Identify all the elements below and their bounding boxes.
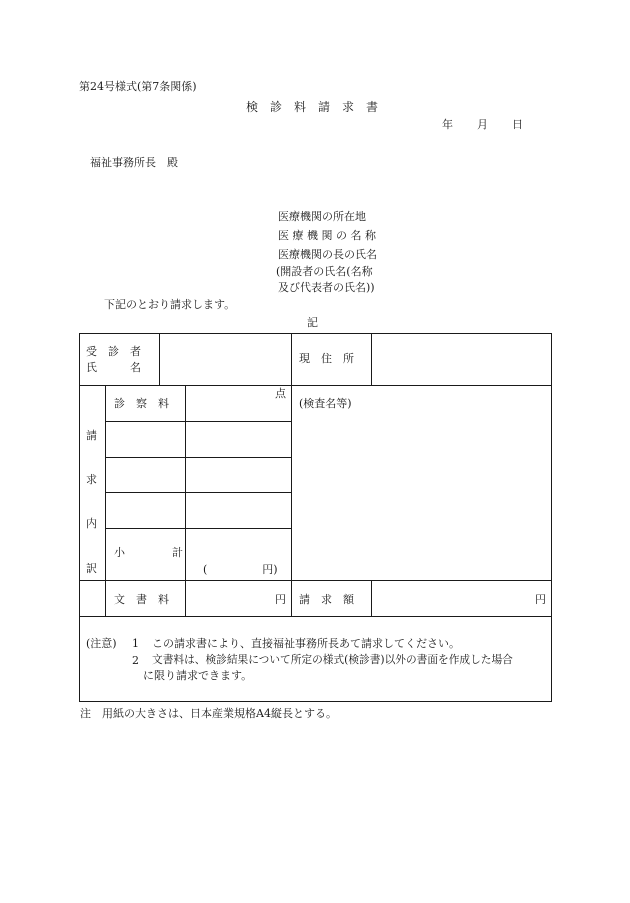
subtotal-label-1: 小 xyxy=(114,546,125,559)
point-unit: 点 xyxy=(275,387,286,400)
date-month: 月 xyxy=(477,118,488,131)
address-label: 現 住 所 xyxy=(299,352,354,365)
table-rule xyxy=(291,333,292,616)
page-title: 検 診 料 請 求 書 xyxy=(246,100,379,114)
footnote: 注 用紙の大きさは、日本産業規格A4縦長とする。 xyxy=(80,707,337,720)
ki-label: 記 xyxy=(307,316,318,329)
note-2-continuation: に限り請求できます。 xyxy=(143,669,253,682)
notes-lead: (注意) xyxy=(86,637,117,650)
document-fee-yen: 円 xyxy=(275,593,286,606)
table-rule xyxy=(159,333,160,385)
patient-label-1: 受 診 者 xyxy=(86,345,141,358)
exam-name-label: (検査名等) xyxy=(299,397,352,410)
claim-label: 請 求 額 xyxy=(299,593,354,606)
section-char-4: 訳 xyxy=(86,562,97,575)
institution-name-label: 医 療 機 関 の 名 称 xyxy=(278,229,376,242)
note-2-num: 2 xyxy=(132,654,139,667)
claim-yen: 円 xyxy=(535,593,546,606)
table-rule xyxy=(105,385,106,616)
section-char-1: 請 xyxy=(86,429,97,442)
note-1-text: この請求書により、直接福祉事務所長あて請求してください。 xyxy=(152,637,460,650)
subtotal-yen: ( 円) xyxy=(203,563,278,576)
intro-text: 下記のとおり請求します。 xyxy=(104,298,236,311)
patient-label-2: 氏 名 xyxy=(86,361,141,374)
table-rule xyxy=(79,616,552,617)
date-day: 日 xyxy=(512,118,523,131)
institution-location-label: 医療機関の所在地 xyxy=(278,210,366,223)
table-rule xyxy=(105,457,292,458)
table-rule xyxy=(105,421,292,422)
note-2-text: 文書料は、検診結果について所定の様式(検診書)以外の書面を作成した場合 xyxy=(152,653,513,666)
table-rule xyxy=(105,492,292,493)
note-1-num: 1 xyxy=(132,637,139,650)
table-rule xyxy=(371,333,372,385)
institution-head-note-1: (開設者の氏名(名称 xyxy=(276,265,373,278)
table-rule xyxy=(105,528,292,529)
table-rule xyxy=(185,385,186,616)
table-rule xyxy=(79,385,552,386)
exam-fee-label: 診 察 料 xyxy=(114,397,169,410)
table-rule xyxy=(79,333,80,702)
subtotal-label-2: 計 xyxy=(172,546,183,559)
section-char-2: 求 xyxy=(86,473,97,486)
form-number: 第24号様式(第7条関係) xyxy=(79,80,197,93)
table-rule xyxy=(79,333,552,334)
institution-head-label: 医療機関の長の氏名 xyxy=(278,248,377,261)
document-fee-label: 文 書 料 xyxy=(114,593,169,606)
date-year: 年 xyxy=(442,118,453,131)
addressee: 福祉事務所長 殿 xyxy=(90,156,178,169)
institution-head-note-2: 及び代表者の氏名)) xyxy=(278,281,375,294)
table-rule xyxy=(79,701,552,702)
table-rule xyxy=(371,580,372,616)
table-rule xyxy=(79,580,552,581)
section-char-3: 内 xyxy=(86,517,97,530)
table-rule xyxy=(551,333,552,702)
